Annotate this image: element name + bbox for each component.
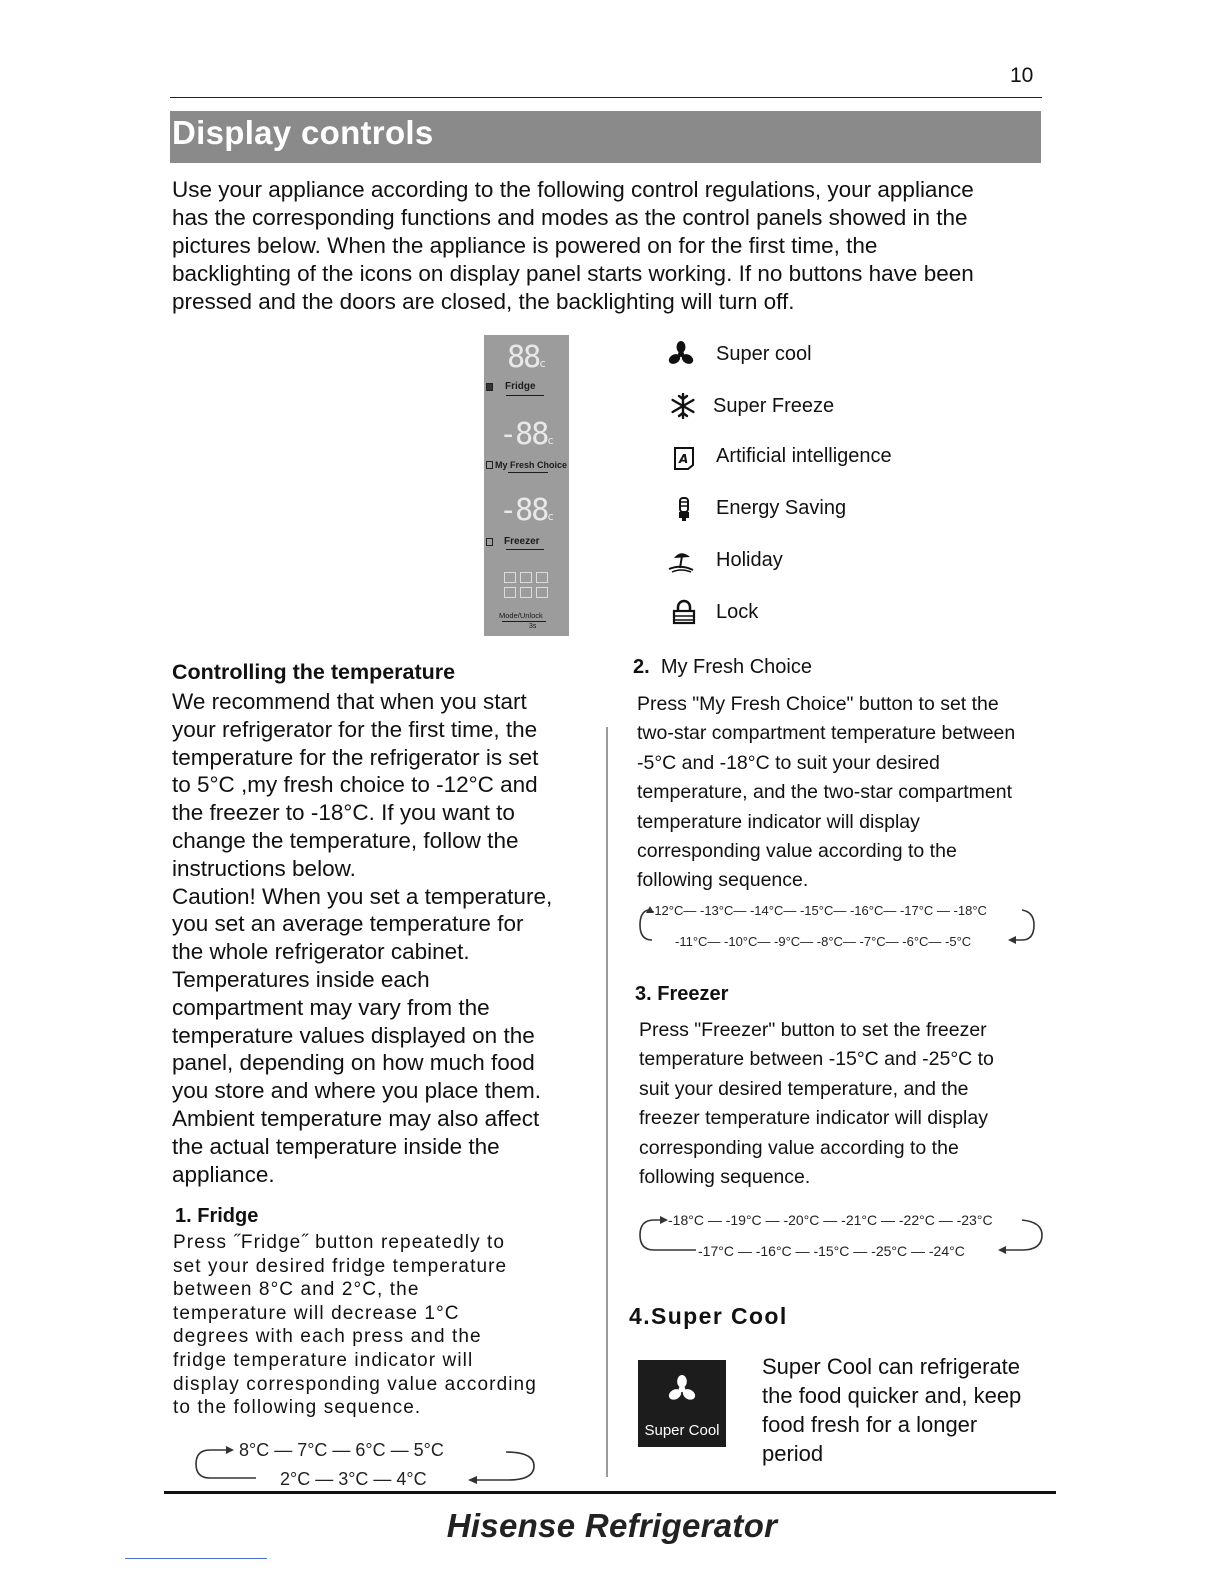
column-divider xyxy=(606,727,608,1477)
bulb-icon xyxy=(671,496,697,522)
body-line: change the temperature, follow the xyxy=(172,827,519,853)
body-line: appliance. xyxy=(172,1161,275,1187)
body-line: instructions below. xyxy=(172,855,356,881)
body-line: the freezer to -18°C. If you want to xyxy=(172,800,515,826)
panel-lock-icon xyxy=(536,587,548,598)
intro-line: backlighting of the icons on display panel starts working. If no buttons have been xyxy=(172,261,974,286)
body-line: display corresponding value according xyxy=(173,1373,537,1395)
header-rule xyxy=(170,97,1042,98)
body-line: Press "Freezer" button to set the freezer xyxy=(639,1019,987,1041)
controlling-heading: Controlling the temperature xyxy=(172,660,456,684)
body-line: the actual temperature inside the xyxy=(172,1133,500,1159)
fresh-number: 2. xyxy=(633,656,650,678)
body-line: compartment may vary from the xyxy=(172,994,490,1020)
mode-unlock-label: Mode/Unlock xyxy=(499,611,543,620)
body-line: your refrigerator for the first time, the xyxy=(172,716,538,742)
body-line: panel, depending on how much food xyxy=(172,1050,535,1076)
fresh-title: My Fresh Choice xyxy=(660,656,812,678)
body-line: freezer temperature indicator will display xyxy=(639,1107,988,1130)
supercool-heading: 4.Super Cool xyxy=(629,1303,788,1329)
legend-label-lock: Lock xyxy=(716,601,759,623)
legend-label-energy-saving: Energy Saving xyxy=(716,497,847,519)
body-line: Press "My Fresh Choice" button to set the xyxy=(637,693,999,715)
legend-label-ai: Artificial intelligence xyxy=(716,445,892,467)
body-line: temperature will decrease 1°C xyxy=(173,1302,460,1324)
body-line: temperature between -15°C and -25°C to xyxy=(639,1048,994,1071)
panel-bulb-icon xyxy=(504,587,516,598)
holiday-icon xyxy=(668,548,694,574)
body-line: Super Cool can refrigerate xyxy=(762,1354,1021,1379)
fridge-sequence-top: 8°C — 7°C — 6°C — 5°C xyxy=(239,1440,444,1460)
fridge-button-line xyxy=(506,395,544,396)
svg-text:A: A xyxy=(679,452,689,466)
freezer-display: -88c xyxy=(499,493,554,528)
fan-icon xyxy=(668,341,694,367)
body-line: Caution! When you set a temperature, xyxy=(172,883,553,909)
freezer-button-line xyxy=(506,549,544,550)
body-line: temperature for the refrigerator is set xyxy=(172,744,539,770)
fresh-sequence-bottom: -11°C— -10°C— -9°C— -8°C— -7°C— -6°C— -5°C xyxy=(675,934,972,949)
body-line: We recommend that when you start xyxy=(172,689,527,714)
ai-icon xyxy=(671,445,697,471)
supercool-button-label: Super Cool xyxy=(644,1422,720,1439)
fresh-heading xyxy=(633,656,812,679)
fridge-heading: 1. Fridge xyxy=(175,1205,259,1227)
footer-rule xyxy=(164,1491,1056,1494)
body-line: -5°C and -18°C to suit your desired xyxy=(637,751,940,774)
fresh-label: My Fresh Choice xyxy=(495,460,568,470)
freezer-label: Freezer xyxy=(504,536,540,547)
body-line: between 8°C and 2°C, the xyxy=(173,1279,420,1301)
body-line: fridge temperature indicator will xyxy=(173,1349,474,1371)
fridge-body xyxy=(173,1231,593,1420)
footer-brand: Hisense Refrigerator xyxy=(446,1507,778,1544)
intro-line: pressed and the doors are closed, the backlighting will turn off. xyxy=(172,289,795,314)
body-line: the food quicker and, keep xyxy=(762,1383,1022,1408)
fan-icon xyxy=(668,1375,696,1403)
body-line: you store and where you place them. xyxy=(172,1078,541,1104)
body-line: to 5°C ,my fresh choice to -12°C and xyxy=(172,772,538,798)
panel-ai-icon xyxy=(536,572,548,583)
body-line: following sequence. xyxy=(639,1166,811,1189)
body-line: two-star compartment temperature between xyxy=(637,722,1016,745)
body-line: set your desired fridge temperature xyxy=(173,1255,508,1277)
snowflake-icon xyxy=(670,393,696,419)
intro-line: has the corresponding functions and modes as the control panels showed in the xyxy=(172,205,968,230)
body-line: degrees with each press and the xyxy=(173,1326,482,1348)
fridge-label: Fridge xyxy=(505,381,536,392)
controlling-body xyxy=(172,688,592,1188)
body-line: you set an average temperature for xyxy=(172,911,524,937)
fridge-display: 88c xyxy=(507,340,546,375)
supercool-body xyxy=(762,1352,1062,1468)
body-line: food fresh for a longer xyxy=(762,1412,978,1437)
body-line: temperature values displayed on the xyxy=(172,1022,535,1048)
panel-holiday-icon xyxy=(520,587,532,598)
mode-button-line xyxy=(502,621,546,622)
hold-time-label: 3s xyxy=(529,623,537,630)
body-line: to the following sequence. xyxy=(173,1397,422,1419)
intro-line: pictures below. When the appliance is powered on for the first time, the xyxy=(172,233,878,258)
body-line: Ambient temperature may also affect xyxy=(172,1105,540,1131)
body-line: corresponding value according to the xyxy=(637,840,957,863)
freezer-icon xyxy=(486,538,493,546)
panel-fan-icon xyxy=(504,572,516,583)
body-line: temperature indicator will display xyxy=(637,810,920,833)
fresh-button-line xyxy=(508,472,548,473)
fridge-icon xyxy=(486,383,493,391)
body-line: period xyxy=(762,1441,824,1466)
fresh-icon xyxy=(486,461,493,469)
fridge-sequence-bottom: 2°C — 3°C — 4°C xyxy=(280,1469,427,1489)
fresh-body xyxy=(637,690,1067,896)
footer-link-underline xyxy=(125,1558,267,1559)
panel-snowflake-icon xyxy=(520,572,532,583)
freezer-body xyxy=(639,1016,1069,1192)
display-panel-image xyxy=(484,335,569,636)
freezer-sequence-bottom: -17°C — -16°C — -15°C — -25°C — -24°C xyxy=(698,1243,965,1259)
freezer-heading: 3. Freezer xyxy=(635,983,729,1005)
freezer-sequence-top: -18°C — -19°C — -20°C — -21°C — -22°C — -23°C xyxy=(668,1212,993,1228)
page-number: 10 xyxy=(1010,64,1034,87)
fresh-display: -88c xyxy=(499,417,554,452)
legend-label-super-cool: Super cool xyxy=(716,343,812,365)
body-line: following sequence. xyxy=(637,869,809,892)
fresh-sequence-top: -12°C— -13°C— -14°C— -15°C— -16°C— -17°C — -18°C xyxy=(650,903,987,918)
body-line: suit your desired temperature, and the xyxy=(639,1077,969,1100)
page-title: Display controls xyxy=(172,114,434,151)
body-line: Press ˝Fridge˝ button repeatedly to xyxy=(173,1232,506,1253)
body-line: corresponding value according to the xyxy=(639,1136,959,1159)
body-line: the whole refrigerator cabinet. xyxy=(172,939,470,965)
body-line: temperature, and the two-star compartment xyxy=(637,781,1013,804)
legend-label-holiday: Holiday xyxy=(716,549,783,571)
intro-paragraph xyxy=(172,176,1042,316)
intro-line: Use your appliance according to the following control regulations, your appliance xyxy=(172,177,974,202)
legend-label-super-freeze: Super Freeze xyxy=(713,395,835,417)
body-line: Temperatures inside each xyxy=(172,966,430,992)
lock-icon xyxy=(671,599,697,625)
